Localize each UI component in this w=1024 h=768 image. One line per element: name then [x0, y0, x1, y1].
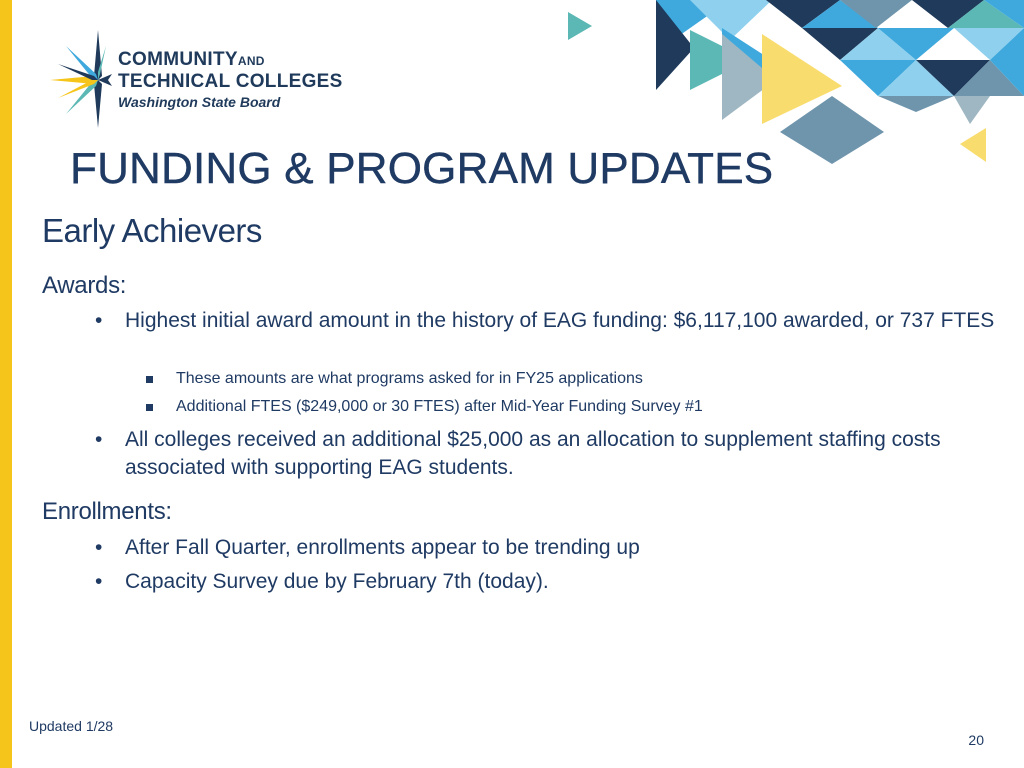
logo-line-state-board: Washington State Board — [118, 94, 281, 110]
square-bullet — [146, 404, 153, 411]
logo-text — [118, 50, 343, 111]
logo-line-community — [118, 50, 343, 71]
enrollments-heading: Enrollments: — [42, 498, 172, 525]
enrollments-bullet-2 — [95, 568, 985, 596]
awards-bullet-2 — [95, 426, 955, 482]
bullet-glyph: • — [95, 536, 103, 559]
awards-sub-bullet-2 — [176, 395, 703, 419]
page-number: 20 — [968, 732, 984, 748]
logo-community-word: COMMUNITY — [118, 49, 238, 70]
awards-sub-bullet-1-text: These amounts are what programs asked for in FY25 applications — [176, 370, 643, 387]
slide-subtitle: Early Achievers — [42, 212, 262, 249]
awards-bullet-2-text: All colleges received an additional $25,000 as an allocation to supplement staffing costs associated with supporting EAG students. — [125, 428, 941, 479]
awards-bullet-1 — [95, 307, 1005, 335]
square-bullet — [146, 376, 153, 383]
awards-sub-bullet-1 — [176, 367, 643, 391]
logo-line-technical-colleges: TECHNICAL COLLEGES — [118, 71, 343, 92]
slide-title: FUNDING & PROGRAM UPDATES — [70, 144, 774, 193]
awards-heading: Awards: — [42, 272, 127, 299]
updated-date: Updated 1/28 — [29, 718, 114, 734]
bullet-glyph: • — [95, 309, 103, 332]
logo-and-word: AND — [237, 54, 265, 68]
enrollments-bullet-1 — [95, 534, 985, 562]
awards-sub-bullet-2-text: Additional FTES ($249,000 or 30 FTES) after Mid-Year Funding Survey #1 — [176, 398, 703, 415]
bullet-glyph: • — [95, 570, 103, 593]
enrollments-bullet-1-text: After Fall Quarter, enrollments appear to be trending up — [125, 536, 640, 559]
bullet-glyph: • — [95, 428, 103, 451]
star-compass-icon — [46, 24, 116, 134]
logo — [46, 24, 356, 134]
enrollments-bullet-2-text: Capacity Survey due by February 7th (today). — [125, 570, 549, 593]
awards-bullet-1-text: Highest initial award amount in the history of EAG funding: $6,117,100 awarded, or 737 FTES — [125, 309, 995, 332]
accent-sidebar-bar — [0, 0, 12, 768]
